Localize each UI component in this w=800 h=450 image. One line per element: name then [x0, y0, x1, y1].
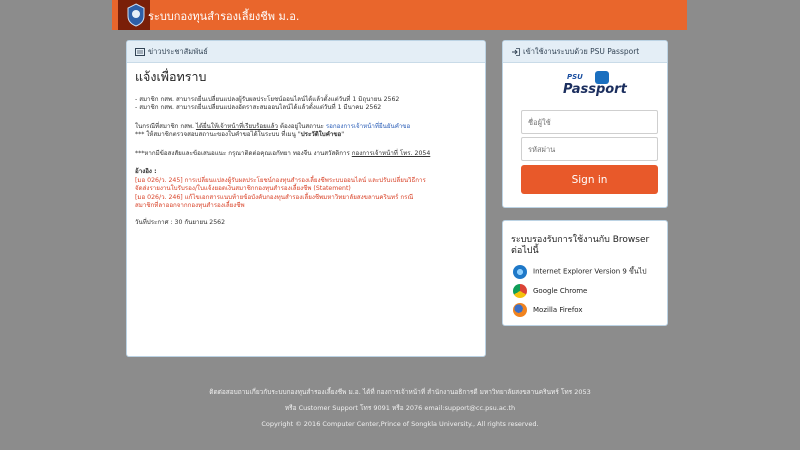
reference-link-246-cont[interactable]: สมาชิกที่ลาออกจากกองทุนสำรองเลี้ยงชีพ: [135, 202, 245, 209]
reference-link-245[interactable]: [มอ 026/ว. 245] การเปลี่ยนแปลงผู้รับผลประโยชน์กองทุนสำรองเลี้ยงชีพระบบออนไลน์ และปรับเปลี่ยนวิธีการ: [135, 176, 426, 184]
footer-contact: ติดต่อสอบถามเกี่ยวกับระบบกองทุนสำรองเลี้ยงชีพ ม.อ. ได้ที่ กองการเจ้าหน้าที่ สำนักงานอธิการดี มหาวิทยาลัยสงขลานครินทร์ โทร 2053: [209, 388, 591, 396]
news-text: *** ให้สมาชิกตรวจสอบสถานะของใบคำขอได้ในระบบ ที่เมนู ": [135, 131, 301, 138]
news-line: [135, 123, 477, 132]
username-input[interactable]: [521, 110, 658, 134]
browser-label: Internet Explorer Version 9 ขึ้นไป: [533, 267, 647, 276]
news-inline-link[interactable]: ได้ยื่นให้เจ้าหน้าที่เรียบร้อยแล้ว: [195, 122, 278, 130]
footer-copyright: Copyright © 2016 Computer Center,Prince of Songkla University., All rights reserved.: [261, 420, 539, 428]
login-panel: [502, 40, 668, 208]
supported-browsers-panel: [502, 220, 668, 326]
passport-logo-text: Passport: [563, 82, 627, 97]
pending-status-text: รอกองการเจ้าหน้าที่ยืนยันคำขอ: [325, 122, 411, 130]
app-title[interactable]: ระบบกองทุนสำรองเลี้ยงชีพ ม.อ.: [148, 10, 300, 23]
news-panel: [126, 40, 486, 357]
browser-label: Mozilla Firefox: [533, 306, 583, 314]
request-history-menu-text: ประวัติใบคำขอ: [300, 131, 342, 138]
login-panel-title: เข้าใช้งานระบบด้วย PSU Passport: [523, 47, 640, 56]
sign-in-icon: [511, 48, 520, 56]
announcement-date: วันที่ประกาศ : 30 กันยายน 2562: [135, 218, 226, 226]
university-seal-icon: [126, 3, 146, 27]
footer: [0, 384, 800, 432]
newspaper-icon: [135, 48, 145, 56]
sign-in-button[interactable]: Sign in: [521, 165, 658, 194]
contact-link[interactable]: กองการเจ้าหน้าที่ โทร. 2054: [351, 149, 431, 157]
news-text: ": [341, 131, 345, 138]
internet-explorer-icon: [513, 265, 527, 279]
browser-label: Google Chrome: [533, 287, 588, 295]
reference-title: อ้างอิง :: [135, 168, 157, 175]
reference-link-246[interactable]: [มอ 026/ว. 246] แก้ไขเอกสารแนบท้ายข้อบังคับกองทุนสำรองเลี้ยงชีพมหาวิทยาลัยสงขลานครินทร์ กรณี: [135, 193, 414, 201]
browser-item: [513, 303, 583, 317]
browser-item: [513, 265, 647, 279]
chrome-icon: [513, 284, 527, 298]
footer-support: หรือ Customer Support โทร 9091 หรือ 2076 email:support@cc.psu.ac.th: [284, 404, 516, 412]
news-line: [135, 131, 477, 140]
news-panel-header: [127, 41, 485, 63]
news-panel-title: ข่าวประชาสัมพันธ์: [148, 47, 208, 56]
password-input[interactable]: [521, 137, 658, 161]
passport-logo-psu: PSU: [567, 73, 583, 81]
news-heading: แจ้งเพื่อทราบ: [135, 69, 207, 84]
top-bar: [112, 0, 687, 30]
news-text: ในกรณีที่สมาชิก กสพ.: [135, 122, 194, 130]
news-line: [135, 150, 477, 159]
news-line: - สมาชิก กสพ. สามารถยื่นเปลี่ยนแปลงผู้รับผลประโยชน์ออนไลน์ได้แล้วตั้งแต่วันที่ 1 มิถุนายน 2562: [135, 95, 400, 103]
browser-item: [513, 284, 587, 298]
news-line: - สมาชิก กสพ. สามารถยื่นเปลี่ยนแปลงอัตราสะสมออนไลน์ได้แล้วตั้งแต่วันที่ 1 มีนาคม 2562: [135, 104, 382, 111]
firefox-icon: [513, 303, 527, 317]
news-text: ต้องอยู่ในสถานะ: [279, 122, 324, 130]
reference-link-245-cont[interactable]: จัดส่งรายงานใบรับรอง/ใบแจ้งยอดเงินสมาชิกกองทุนสำรองเลี้ยงชีพ (Statement): [135, 185, 351, 192]
login-panel-header: [503, 41, 667, 63]
browsers-title: ระบบรองรับการใช้งานกับ Browser ต่อไปนี้: [511, 235, 650, 256]
news-text: ***หากมีข้อสงสัยและข้อเสนอแนะ กรุณาติดต่อคุณเอกัทยา ทองจีน งานสวัสดิการ: [135, 149, 350, 157]
